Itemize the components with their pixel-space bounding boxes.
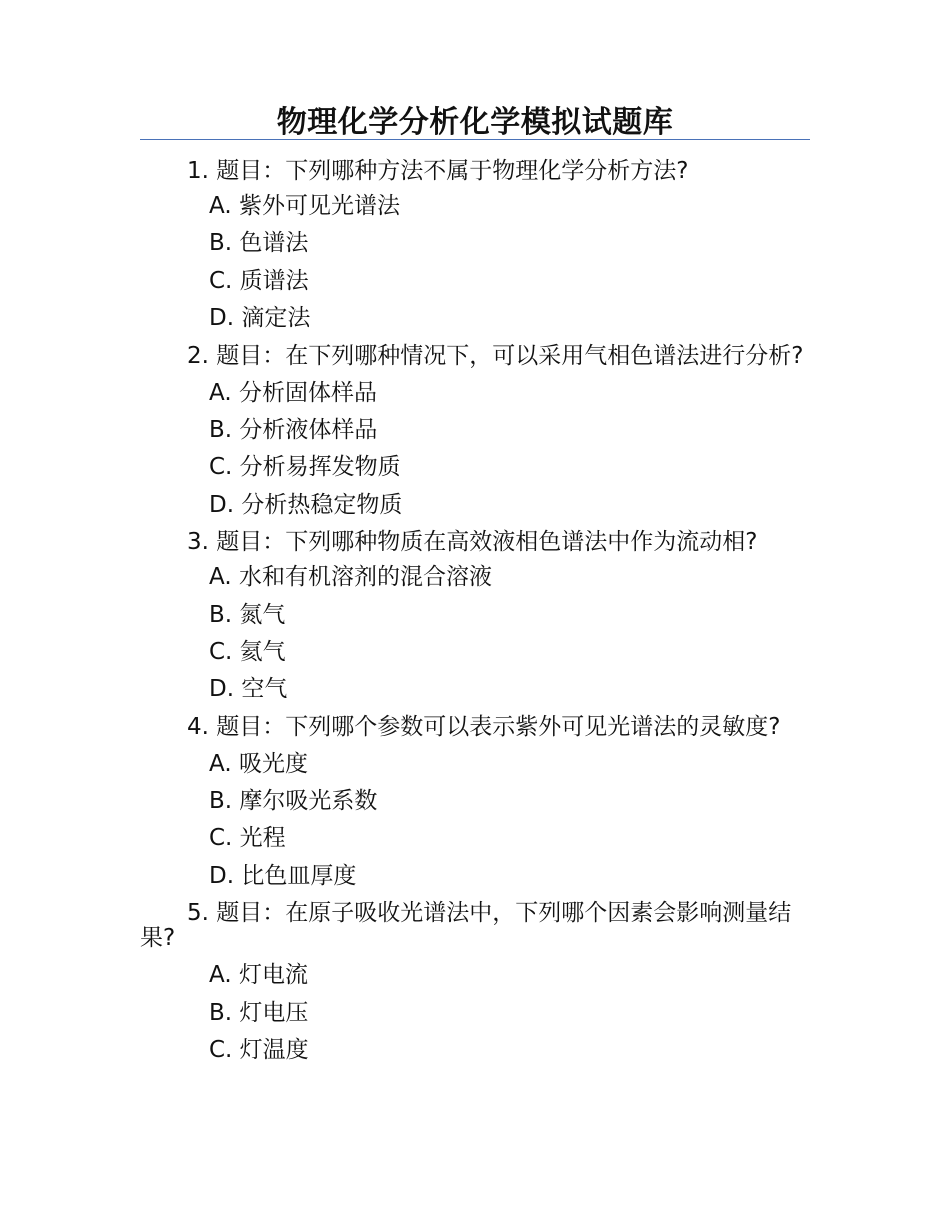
question-text: 1. 题目：下列哪种方法不属于物理化学分析方法? — [187, 158, 689, 184]
question-text: 5. 题目：在原子吸收光谱法中，下列哪个因素会影响测量结果? — [140, 900, 792, 952]
option-b: B. 氮气 — [209, 601, 286, 628]
question-4 — [140, 715, 810, 896]
option-c: C. 分析易挥发物质 — [209, 454, 401, 481]
option-a: A. 分析固体样品 — [209, 379, 377, 406]
option-c: C. 灯温度 — [209, 1037, 309, 1064]
option-d: D. 比色皿厚度 — [209, 862, 357, 889]
option-c: C. 氦气 — [209, 638, 286, 665]
option-a: A. 紫外可见光谱法 — [209, 193, 400, 219]
option-d: D. 空气 — [209, 676, 288, 703]
option-b: B. 摩尔吸光系数 — [209, 788, 378, 815]
question-text: 4. 题目：下列哪个参数可以表示紫外可见光谱法的灵敏度? — [187, 713, 781, 740]
question-1 — [140, 159, 810, 338]
option-b: B. 色谱法 — [209, 230, 309, 257]
title-underline — [140, 139, 810, 140]
question-5 — [140, 901, 810, 1069]
question-2 — [140, 344, 810, 525]
question-text: 2. 题目：在下列哪种情况下，可以采用气相色谱法进行分析? — [187, 342, 804, 369]
option-c: C. 光程 — [209, 825, 286, 852]
question-list — [140, 153, 810, 1069]
document-title: 物理化学分析化学模拟试题库 — [276, 105, 674, 140]
question-3 — [140, 530, 810, 709]
option-d: D. 滴定法 — [209, 305, 311, 332]
option-a: A. 吸光度 — [209, 750, 308, 777]
option-c: C. 质谱法 — [209, 267, 309, 294]
option-b: B. 灯电压 — [209, 999, 309, 1026]
option-a: A. 灯电流 — [209, 962, 308, 989]
option-a: A. 水和有机溶剂的混合溶液 — [209, 564, 492, 591]
option-b: B. 分析液体样品 — [209, 416, 378, 443]
question-text: 3. 题目：下列哪种物质在高效液相色谱法中作为流动相? — [187, 529, 758, 556]
option-d: D. 分析热稳定物质 — [209, 491, 403, 518]
